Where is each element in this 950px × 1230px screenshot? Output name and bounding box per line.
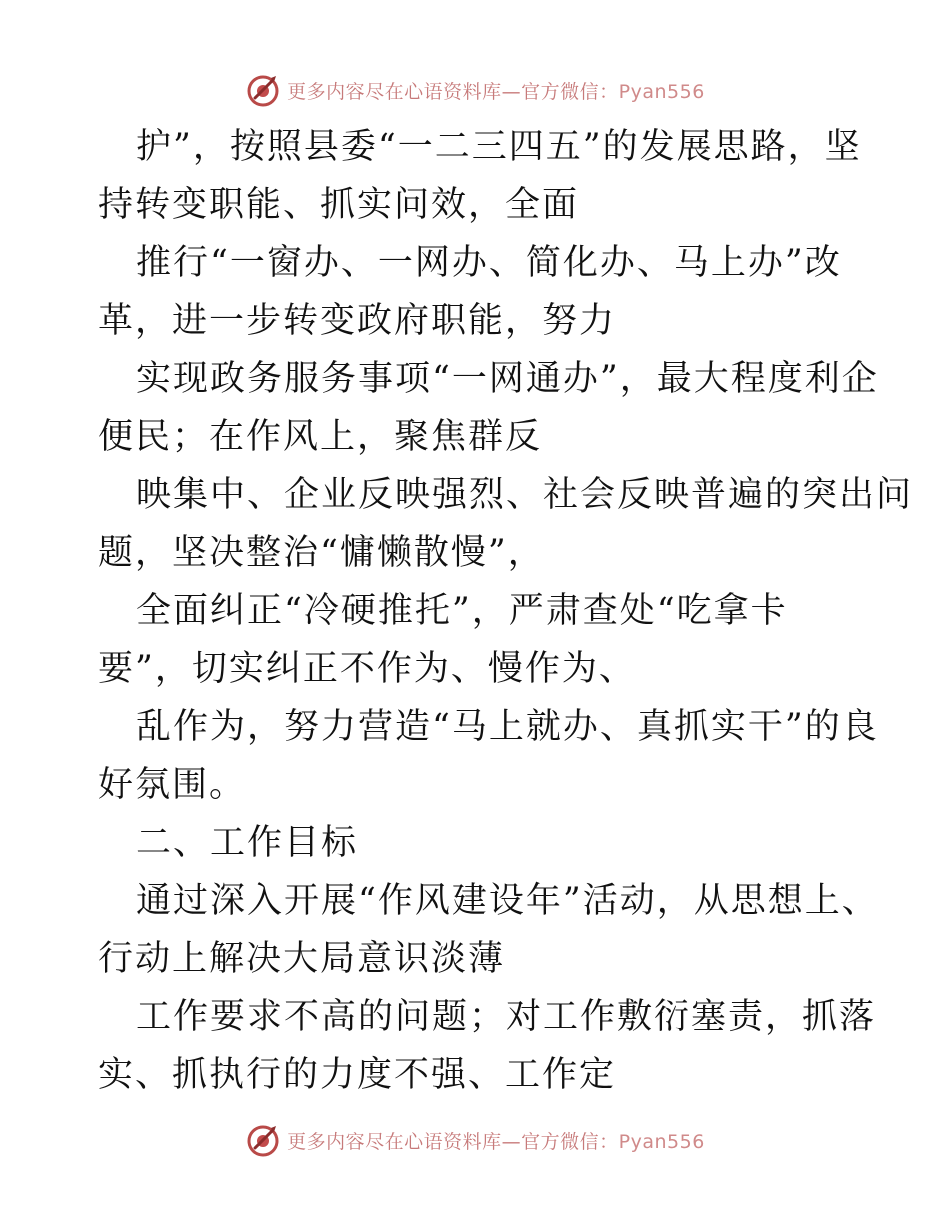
text-line: 持转变职能、抓实问效，全面 [98,185,580,225]
text-line: 实、抓执行的力度不强、工作定 [98,1055,617,1095]
text-line: 工作要求不高的问题；对工作敷衍塞责，抓落 [136,997,877,1037]
footer-watermark [0,1122,950,1158]
document-body [98,118,914,1104]
text-line: 全面纠正“冷硬推托”，严肃查处“吃拿卡 [136,591,788,631]
text-line: 推行“一窗办、一网办、简化办、马上办”改 [136,243,842,283]
brand-logo-icon [245,72,281,108]
text-line: 革，进一步转变政府职能，努力 [98,301,617,341]
text-line: 二、工作目标 [136,823,359,863]
text-line: 便民；在作风上，聚焦群反 [98,417,543,457]
text-line: 要”，切实纠正不作为、慢作为、 [98,649,636,689]
watermark-text: 更多内容尽在心语资料库—官方微信：Pyan556 [287,80,705,103]
text-line: 题，坚决整治“慵懒散慢”， [98,533,545,573]
header-watermark [0,72,950,108]
text-line: 护”，按照县委“一二三四五”的发展思路，坚 [136,127,862,167]
text-line: 映集中、企业反映强烈、社会反映普遍的突出问 [136,475,914,515]
text-line: 好氛围。 [98,765,247,805]
text-line: 通过深入开展“作风建设年”活动，从思想上、 [136,881,879,921]
text-line: 乱作为，努力营造“马上就办、真抓实干”的良 [136,707,879,747]
text-line: 行动上解决大局意识淡薄 [98,939,506,979]
watermark-text: 更多内容尽在心语资料库—官方微信：Pyan556 [287,1130,705,1153]
text-line: 实现政务服务事项“一网通办”，最大程度利企 [136,359,879,399]
brand-logo-icon [245,1122,281,1158]
